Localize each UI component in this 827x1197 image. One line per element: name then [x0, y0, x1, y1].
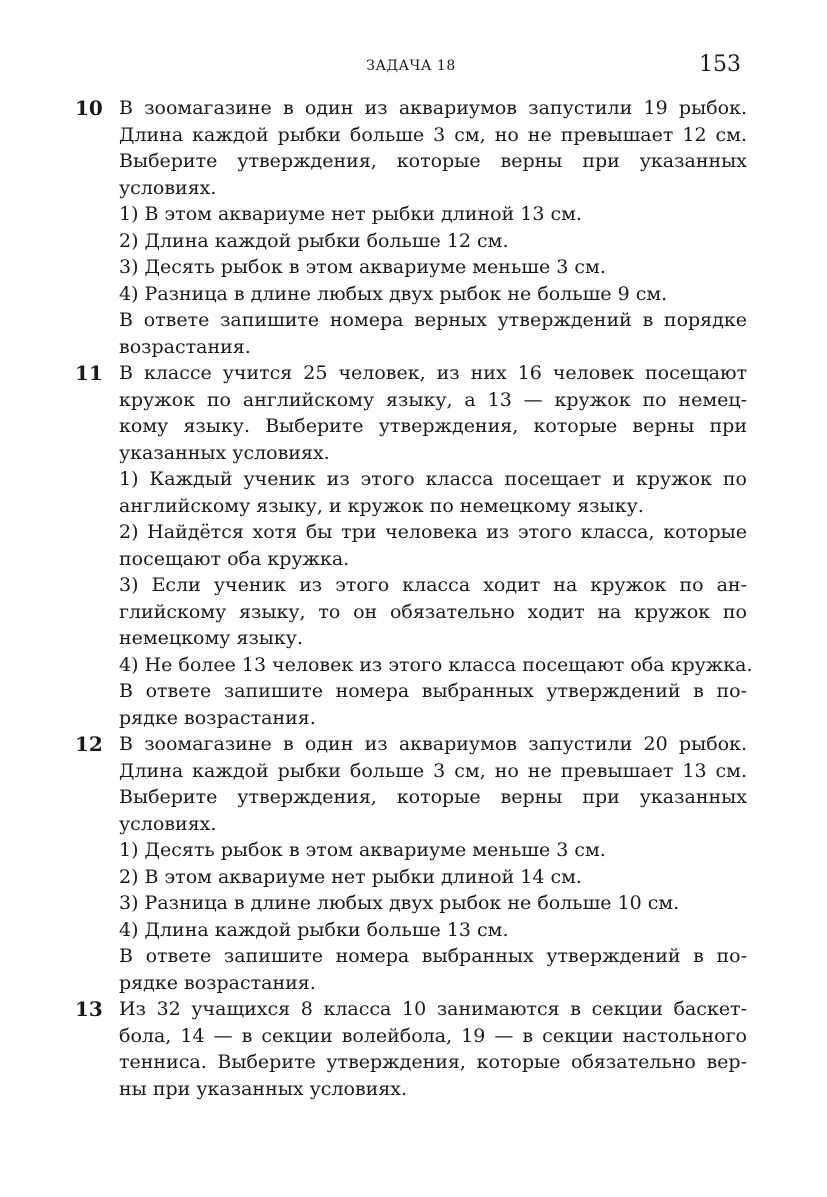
- problem-text-line: кому языку. Выберите утверждения, которые верны при: [119, 415, 747, 437]
- problem-text-line: условиях.: [119, 176, 217, 199]
- problem-text-line: Длина каждой рыбки больше 3 см, но не превышает 12 см.: [119, 123, 747, 146]
- problem-text-line: английскому языку, и кружок по немецкому языку.: [119, 494, 644, 517]
- problem-text-line: Выберите утверждения, которые верны при указанных: [119, 150, 747, 172]
- problem-12: [75, 731, 747, 996]
- problem-text-line: В зоомагазине в один из аквариумов запустили 20 рыбок.: [119, 733, 747, 755]
- problem-text-line: В ответе запишите номера верных утверждений в порядке: [119, 309, 747, 331]
- problem-text-line: кружок по английскому языку, а 13 — кружок по немец-: [119, 388, 747, 411]
- problem-text-line: ны при указанных условиях.: [119, 1077, 408, 1100]
- problem-text-line: рядке возрастания.: [119, 971, 316, 994]
- problem-text-line: посещают оба кружка.: [119, 547, 350, 570]
- problem-text-line: 1) В этом аквариуме нет рыбки длиной 13 см.: [119, 203, 582, 225]
- problem-text-line: глийскому языку, то он обязательно ходит на кружок по: [119, 600, 747, 623]
- problem-text-line: 2) В этом аквариуме нет рыбки длиной 14 см.: [119, 865, 582, 888]
- problem-text-line: немецкому языку.: [119, 627, 304, 649]
- problem-text-line: бола, 14 — в секции волейбола, 19 — в секции настольного: [119, 1024, 747, 1047]
- problem-text-line: 4) Не более 13 человек из этого класса посещают оба кружка.: [119, 653, 753, 676]
- problem-text-line: В классе учится 25 человек, из них 16 человек посещают: [119, 362, 747, 384]
- problem-text-line: рядке возрастания.: [119, 706, 316, 729]
- problem-13: [75, 996, 747, 1102]
- running-title: ЗАДАЧА 18: [366, 58, 456, 74]
- problem-text-line: 4) Длина каждой рыбки больше 13 см.: [119, 918, 509, 941]
- problem-text-line: 1) Десять рыбок в этом аквариуме меньше 3 см.: [119, 839, 606, 861]
- problem-text-line: условиях.: [119, 812, 217, 835]
- problem-number: 11: [75, 361, 103, 385]
- problem-text-line: указанных условиях.: [119, 441, 330, 464]
- problem-text-line: 4) Разница в длине любых двух рыбок не больше 9 см.: [119, 282, 668, 305]
- problem-number: 13: [75, 997, 103, 1021]
- problem-text-line: 2) Найдётся хотя бы три человека из этого класса, которые: [119, 521, 747, 543]
- problem-text-line: 1) Каждый ученик из этого класса посещает и кружок по: [119, 468, 747, 490]
- page-number: 153: [699, 52, 741, 77]
- problem-text-line: В ответе запишите номера выбранных утверждений в по-: [119, 945, 747, 967]
- page-header: [75, 52, 747, 82]
- problem-text-line: В ответе запишите номера выбранных утверждений в по-: [119, 680, 747, 702]
- problem-text-line: 3) Разница в длине любых двух рыбок не больше 10 см.: [119, 892, 680, 914]
- problem-text-line: 2) Длина каждой рыбки больше 12 см.: [119, 229, 509, 252]
- problem-number: 12: [75, 732, 103, 756]
- problem-list: [75, 95, 753, 1102]
- problem-number: 10: [75, 96, 103, 120]
- problem-10: [75, 95, 747, 360]
- problem-text-line: Из 32 учащихся 8 класса 10 занимаются в секции баскет-: [119, 998, 747, 1020]
- problem-11: [75, 360, 753, 731]
- problem-text-line: тенниса. Выберите утверждения, которые обязательно вер-: [119, 1051, 747, 1073]
- problem-text-line: В зоомагазине в один из аквариумов запустили 19 рыбок.: [119, 97, 747, 119]
- problem-text-line: 3) Десять рыбок в этом аквариуме меньше 3 см.: [119, 256, 606, 278]
- problem-text-line: Выберите утверждения, которые верны при указанных: [119, 786, 747, 808]
- problem-text-line: 3) Если ученик из этого класса ходит на кружок по ан-: [119, 574, 747, 596]
- problem-text-line: Длина каждой рыбки больше 3 см, но не превышает 13 см.: [119, 759, 747, 782]
- problem-text-line: возрастания.: [119, 335, 251, 358]
